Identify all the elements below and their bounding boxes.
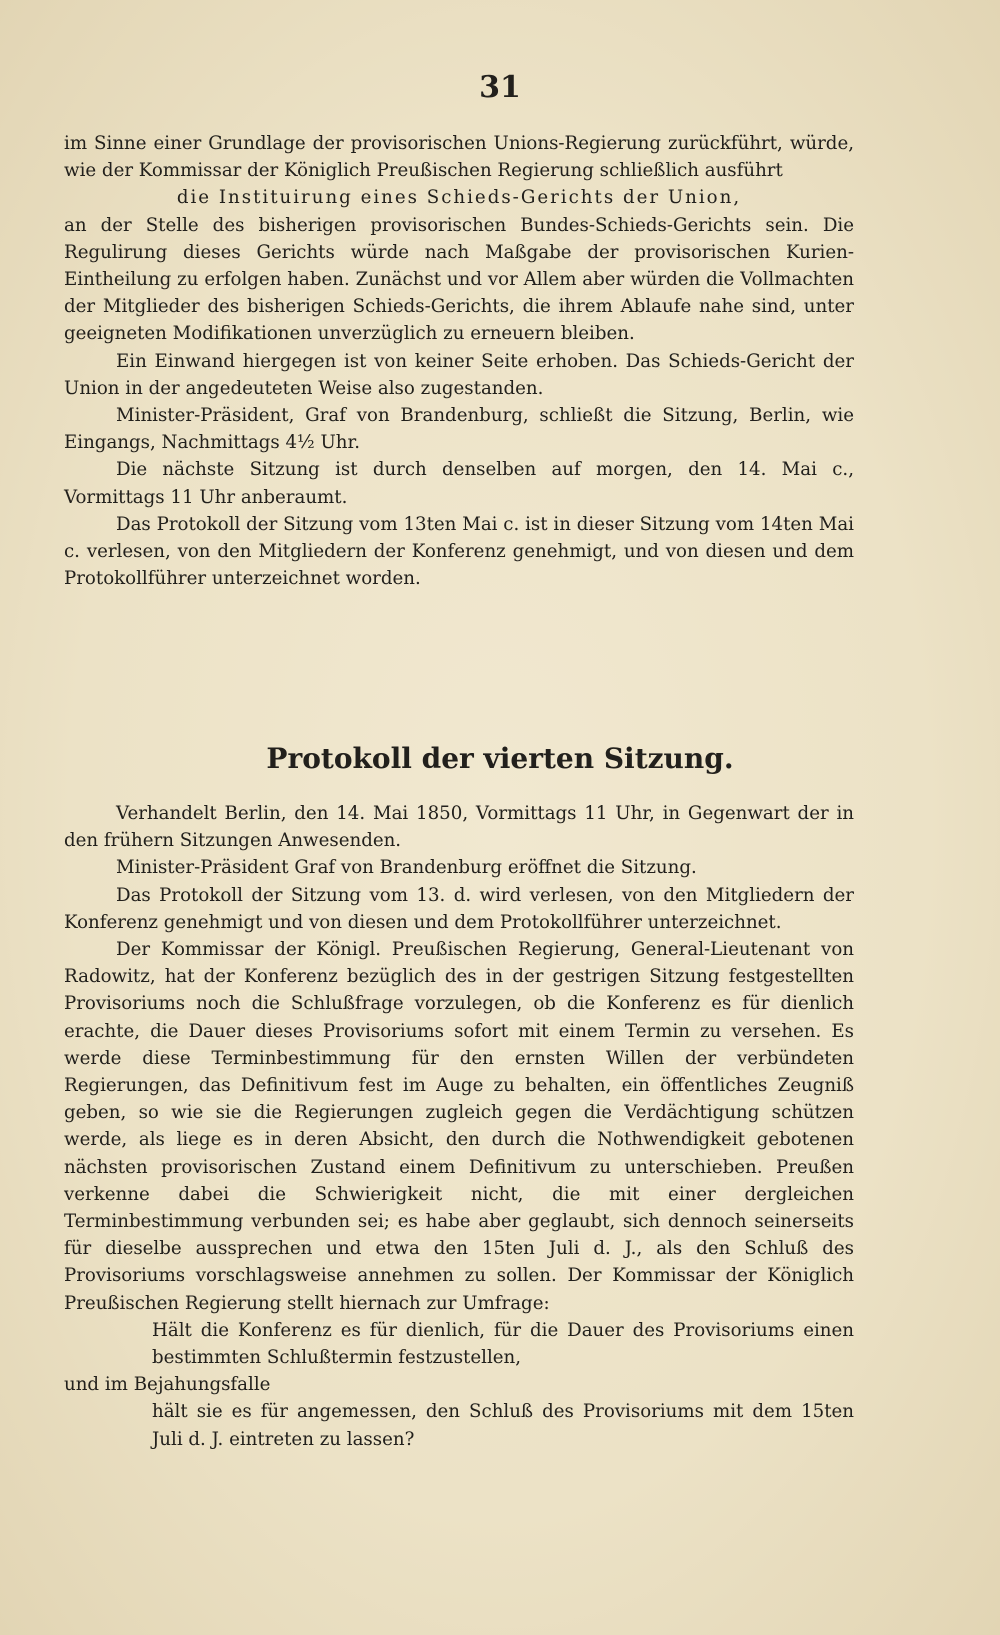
body-text-upper <box>64 130 854 592</box>
paragraph: Das Protokoll der Sitzung vom 13ten Mai c. ist in dieser Sitzung vom 14ten Mai c. verlesen, von den Mitgliedern der Konferenz genehmigt, und von diesen und dem Protokollführer unterzeichnet worden. <box>64 513 854 590</box>
section-heading: Protokoll der vierten Sitzung. <box>266 742 734 775</box>
question-paragraph: Hält die Konferenz es für dienlich, für die Dauer des Provisoriums einen bestimmten Schlußtermin festzustellen, <box>152 1319 854 1369</box>
paragraph: Ein Einwand hiergegen ist von keiner Seite erhoben. Das Schieds-Gericht der Union in der angedeuteten Weise also zugestanden. <box>64 350 854 399</box>
question-paragraph: hält sie es für angemessen, den Schluß des Provisoriums mit dem 15ten Juli d. J. eintreten zu lassen? <box>152 1401 854 1450</box>
emphasized-line: die Instituirung eines Schieds-Gerichts der Union, <box>176 187 742 209</box>
paragraph: im Sinne einer Grundlage der provisorischen Unions-Regierung zurückführt, würde, wie der Kommissar der Königlich Preußischen Regierung schließlich ausführt <box>64 133 854 182</box>
paragraph: Die nächste Sitzung ist durch denselben auf morgen, den 14. Mai c., Vormittags 11 Uhr anberaumt. <box>64 459 854 508</box>
paragraph: Minister-Präsident Graf von Brandenburg eröffnet die Sitzung. <box>116 857 697 879</box>
paragraph: an der Stelle des bisherigen provisorischen Bundes-Schieds-Gerichts sein. Die Regulirung dieses Gerichts würde nach Maßgabe der provisorischen Kurien-Eintheilung zu erfolgen haben. Zunächst und vor Allem aber würden die Vollmachten der Mitglieder des bisherigen Schieds-Gerichts, die ihrem Ablaufe nahe sind, unter geeigneten Modifikationen unverzüglich zu erneuern bleiben. <box>64 214 854 345</box>
paragraph: Der Kommissar der Königl. Preußischen Regierung, General-Lieutenant von Radowitz, hat der Konferenz bezüglich des in der gestrigen Sitzung festgestellten Provisoriums noch die Schlußfrage vorzulegen, ob die Konferenz es für dienlich erachte, die Dauer dieses Provisoriums sofort mit einem Termin zu versehen. Es werde diese Terminbestimmung für den ernsten Willen der verbündeten Regierungen, das Definitivum fest im Auge zu behalten, ein öffentliches Zeugniß geben, so wie sie die Regierungen zugleich gegen die Verdächtigung schützen werde, als liege es in deren Absicht, den durch die Nothwendigkeit gebotenen nächsten provisorischen Zustand einem Definitivum zu unterschieben. Preußen verkenne dabei die Schwierigkeit nicht, die mit einer dergleichen Terminbestimmung verbunden sei; es habe aber geglaubt, sich dennoch seinerseits für dieselbe aussprechen und etwa den 15ten Juli d. J., als den Schluß des Provisoriums vorschlagsweise annehmen zu sollen. Der Kommissar der Königlich Preußischen Regierung stellt hiernach zur Umfrage: <box>64 939 854 1314</box>
body-text-lower <box>64 800 854 1453</box>
paragraph: Das Protokoll der Sitzung vom 13. d. wird verlesen, von den Mitgliedern der Konferenz genehmigt und von diesen und dem Protokollführer unterzeichnet. <box>64 884 854 933</box>
paragraph: Verhandelt Berlin, den 14. Mai 1850, Vormittags 11 Uhr, in Gegenwart der in den frühern Sitzungen Anwesenden. <box>64 803 854 852</box>
paragraph: und im Bejahungsfalle <box>64 1374 271 1396</box>
page-number: 31 <box>479 70 521 105</box>
paragraph: Minister-Präsident, Graf von Brandenburg, schließt die Sitzung, Berlin, wie Eingangs, Nachmittags 4½ Uhr. <box>64 405 854 454</box>
